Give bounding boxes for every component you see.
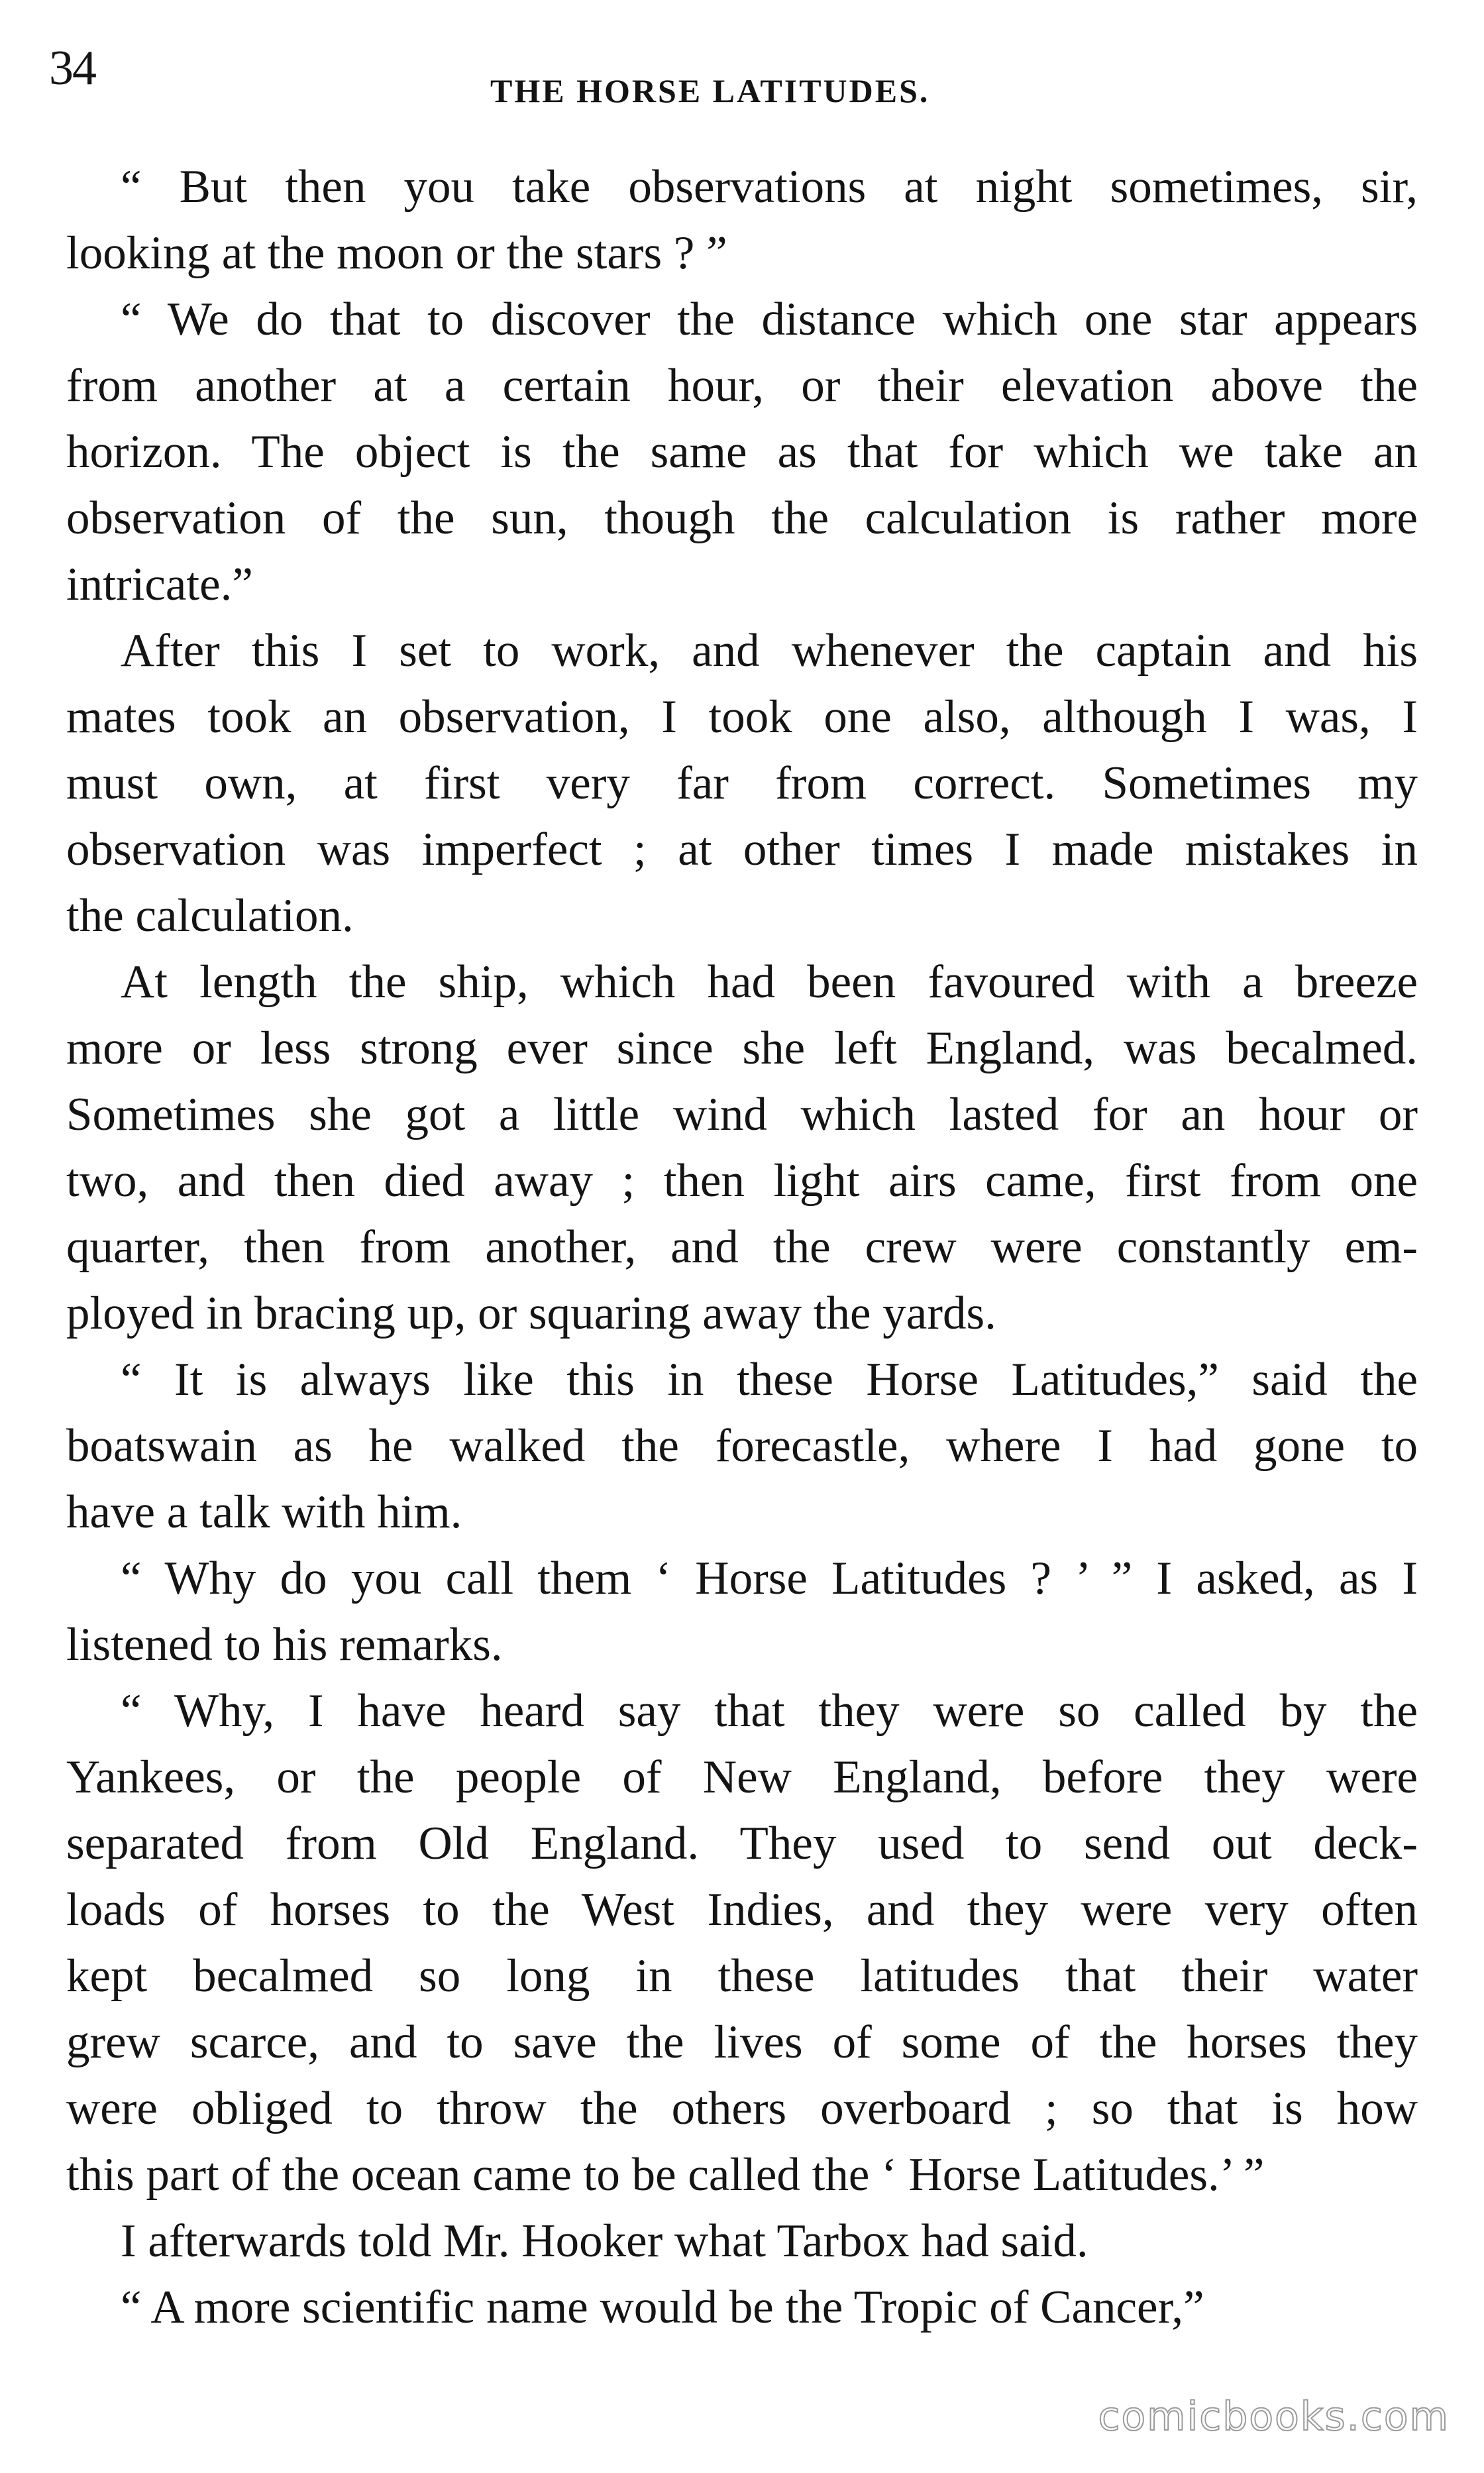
- text-line: mates took an observation, I took one also, although I was, I: [66, 691, 1418, 743]
- text-line: intricate.”: [66, 559, 253, 610]
- text-line: quarter, then from another, and the crew were constantly em-: [66, 1221, 1418, 1273]
- text-line: “ It is always like this in these Horse Latitudes,” said the: [121, 1354, 1418, 1405]
- text-line: more or less strong ever since she left England, was becalmed.: [66, 1022, 1418, 1074]
- text-line: ployed in bracing up, or squaring away the yards.: [66, 1288, 996, 1339]
- text-line: two, and then died away ; then light airs came, first from one: [66, 1155, 1418, 1207]
- text-line: horizon. The object is the same as that for which we take an: [66, 426, 1418, 478]
- text-line: separated from Old England. They used to send out deck-: [66, 1818, 1418, 1869]
- text-line: have a talk with him.: [66, 1486, 462, 1538]
- text-line: observation was imperfect ; at other times I made mistakes in: [66, 824, 1418, 875]
- text-line: Yankees, or the people of New England, before they were: [66, 1751, 1418, 1803]
- text-line: At length the ship, which had been favoured with a breeze: [121, 956, 1418, 1008]
- text-line: I afterwards told Mr. Hooker what Tarbox had said.: [121, 2215, 1088, 2267]
- text-line: grew scarce, and to save the lives of some of the horses they: [66, 2016, 1418, 2068]
- text-line: must own, at first very far from correct. Sometimes my: [66, 757, 1418, 809]
- text-line: boatswain as he walked the forecastle, where I had gone to: [66, 1420, 1418, 1472]
- watermark: comicbooks.com: [1098, 2393, 1450, 2440]
- text-line: were obliged to throw the others overboard ; so that is how: [66, 2083, 1418, 2134]
- text-line: After this I set to work, and whenever the captain and his: [121, 625, 1418, 677]
- text-line: “ But then you take observations at night sometimes, sir,: [121, 161, 1418, 213]
- text-line: the calculation.: [66, 890, 354, 942]
- text-line: looking at the moon or the stars ? ”: [66, 227, 727, 279]
- page-number: 34: [49, 41, 95, 95]
- text-line: “ Why, I have heard say that they were so called by the: [121, 1685, 1418, 1737]
- text-line: kept becalmed so long in these latitudes that their water: [66, 1950, 1418, 2002]
- text-line: from another at a certain hour, or their elevation above the: [66, 360, 1418, 412]
- text-line: observation of the sun, though the calculation is rather more: [66, 492, 1418, 544]
- text-line: “ A more scientific name would be the Tropic of Cancer,”: [121, 2281, 1204, 2333]
- text-line: listened to his remarks.: [66, 1619, 503, 1671]
- text-line: “ We do that to discover the distance which one star appears: [121, 294, 1418, 345]
- text-line: Sometimes she got a little wind which lasted for an hour or: [66, 1089, 1418, 1140]
- body-text: [66, 154, 1418, 2340]
- text-line: this part of the ocean came to be called the ‘ Horse Latitudes.’ ”: [66, 2149, 1265, 2201]
- text-line: loads of horses to the West Indies, and they were very often: [66, 1884, 1418, 1936]
- text-line: “ Why do you call them ‘ Horse Latitudes ? ’ ” I asked, as I: [121, 1553, 1418, 1604]
- running-title: THE HORSE LATITUDES.: [490, 72, 930, 109]
